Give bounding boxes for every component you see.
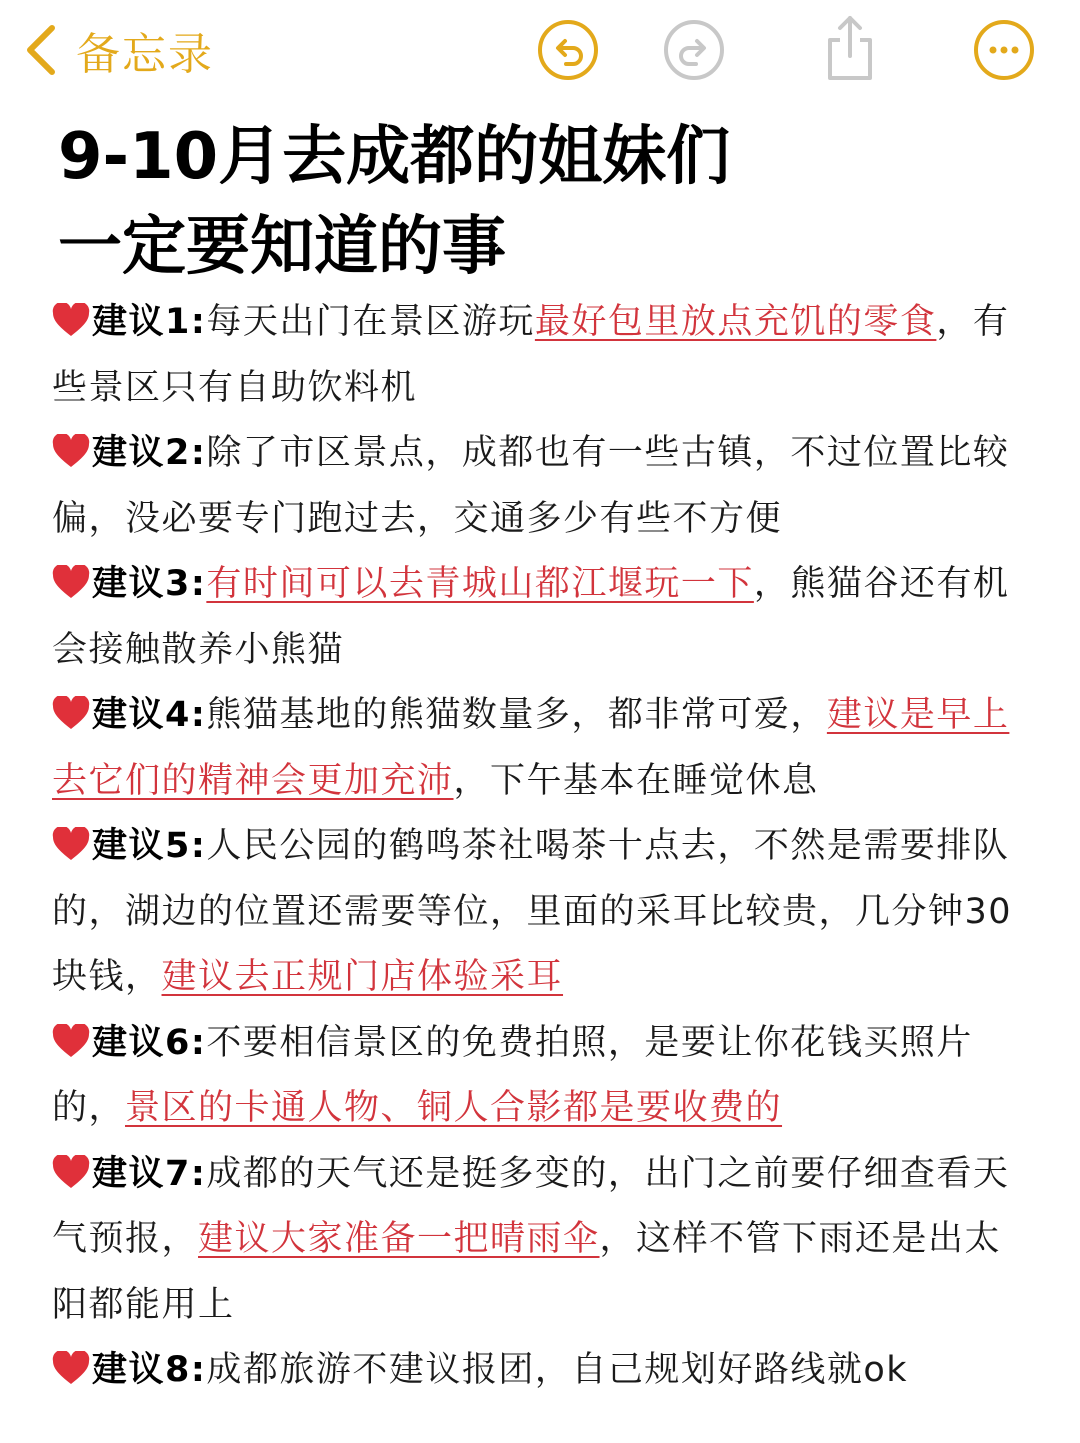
more-icon <box>972 18 1036 82</box>
tip-label: 建议1: <box>92 302 207 342</box>
tip-text: 熊猫基地的熊猫数量多，都非常可爱， <box>206 695 827 735</box>
tip-label: 建议3: <box>92 564 207 604</box>
tip-highlight: 景区的卡通人物、铜人合影都是要收费的 <box>125 1088 783 1128</box>
tip-text: 除了市区景点，成都也有一些古镇，不过位置比较偏，没必要专门跑过去，交通多少有些不方便 <box>52 433 1010 539</box>
tip-item-5 <box>52 814 1027 1011</box>
tip-item-7 <box>52 1142 1027 1339</box>
undo-button[interactable] <box>536 18 600 82</box>
tip-item-6 <box>52 1011 1027 1142</box>
tip-highlight: 建议是早上去它们的精神会更加充沛 <box>52 695 1010 801</box>
tip-text: 成都旅游不建议报团，自己规划好路线就ok <box>206 1350 909 1390</box>
back-label: 备忘录 <box>76 29 214 80</box>
heart-icon <box>52 827 90 861</box>
tip-highlight: 有时间可以去青城山都江堰玩一下 <box>206 564 754 604</box>
tip-text: ，下午基本在睡觉休息 <box>453 760 819 801</box>
tip-highlight: 建议去正规门店体验采耳 <box>161 957 564 997</box>
tip-text: 每天出门在景区游玩 <box>206 302 535 342</box>
chevron-left-icon <box>20 22 60 78</box>
nav-bar <box>0 0 1080 104</box>
heart-icon <box>52 1024 90 1058</box>
tip-label: 建议4: <box>92 695 207 735</box>
tip-text: ，有些景区只有自助饮料机 <box>52 302 1010 408</box>
more-button[interactable] <box>972 18 1036 82</box>
note-title-line-2: 一定要知道的事 <box>58 210 506 284</box>
undo-icon <box>536 18 600 82</box>
tip-text: 人民公园的鹤鸣茶社喝茶十点去，不然是需要排队的，湖边的位置还需要等位，里面的采耳比较贵，几分钟30块钱， <box>52 826 1013 997</box>
heart-icon <box>52 434 90 468</box>
note-title <box>58 112 1038 292</box>
tip-text: ，这样不管下雨还是出太阳都能用上 <box>52 1219 1002 1325</box>
share-button[interactable] <box>818 12 882 76</box>
tip-label: 建议5: <box>92 826 207 866</box>
tip-label: 建议2: <box>92 433 207 473</box>
note-body[interactable] <box>52 290 1027 1404</box>
tip-label: 建议6: <box>92 1022 207 1063</box>
heart-icon <box>52 565 90 599</box>
tip-item-8 <box>52 1338 1027 1404</box>
heart-icon <box>52 1155 90 1189</box>
tip-item-4 <box>52 683 1027 814</box>
share-icon <box>818 12 882 84</box>
tip-label: 建议7: <box>92 1153 207 1194</box>
redo-icon <box>662 18 726 82</box>
tip-text: 成都的天气还是挺多变的，出门之前要仔细查看天气预报， <box>52 1153 1010 1259</box>
note-title-line-1: 9-10月去成都的姐妹们 <box>58 120 731 194</box>
heart-icon <box>52 696 90 730</box>
tip-item-3 <box>52 552 1027 683</box>
heart-icon <box>52 1351 90 1385</box>
tip-item-1 <box>52 290 1027 421</box>
redo-button[interactable] <box>662 18 726 82</box>
tip-text: 不要相信景区的免费拍照，是要让你花钱买照片的， <box>52 1022 973 1128</box>
back-button[interactable] <box>20 18 214 82</box>
heart-icon <box>52 303 90 337</box>
tip-highlight: 最好包里放点充饥的零食 <box>534 302 937 342</box>
tip-item-2 <box>52 421 1027 552</box>
tip-highlight: 建议大家准备一把晴雨伞 <box>198 1219 600 1259</box>
tip-text: ，熊猫谷还有机会接触散养小熊猫 <box>52 564 1010 670</box>
tip-label: 建议8: <box>92 1350 207 1390</box>
